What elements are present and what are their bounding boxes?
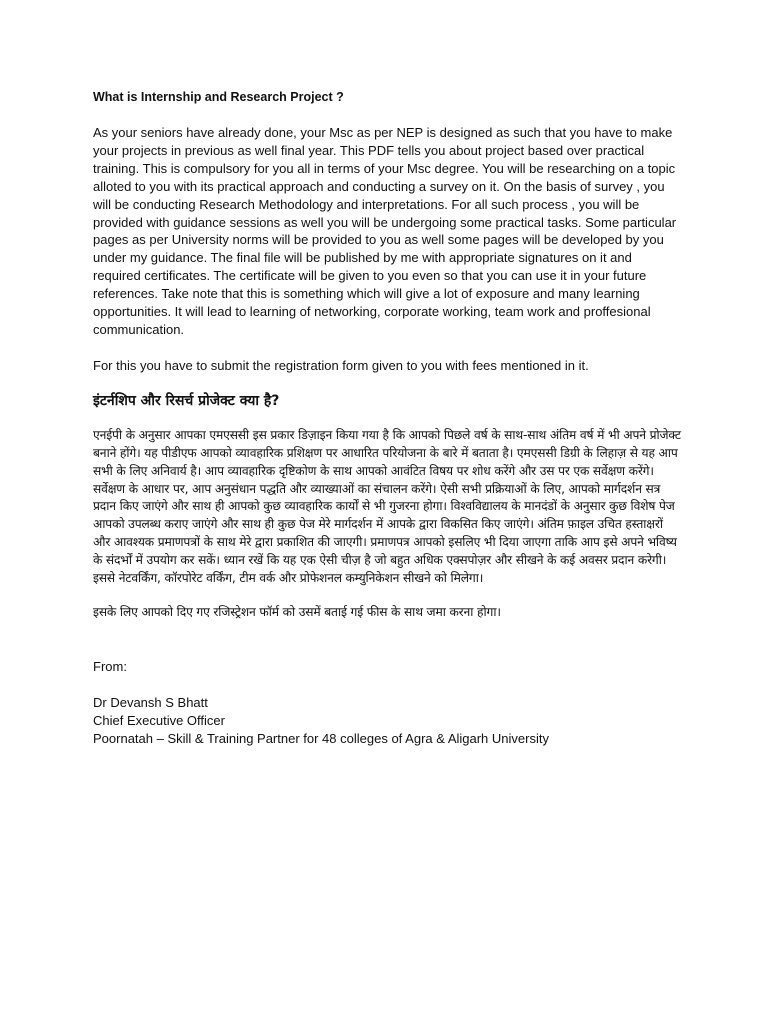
english-heading: What is Internship and Research Project ? <box>93 90 344 104</box>
hindi-heading: इंटर्नशिप और रिसर्च प्रोजेक्ट क्या है? <box>93 392 280 409</box>
from-label: From: <box>93 658 127 674</box>
hindi-paragraph-2: इसके लिए आपको दिए गए रजिस्ट्रेशन फॉर्म को उसमें बताई गई फीस के साथ जमा करना होगा। <box>93 604 501 619</box>
signer-organization: Poornatah – Skill & Training Partner for 48 colleges of Agra & Aligarh University <box>93 730 549 746</box>
english-paragraph-2: For this you have to submit the registration form given to you with fees mentioned in it. <box>93 357 589 373</box>
english-paragraph-1: As your seniors have already done, your Msc as per NEP is designed as such that you have to make your projects in previous as well final year. This PDF tells you about project based over practical training. This is compulsory for you all in terms of your Msc degree. You will be researching on a topic alloted to you with its practical approach and conducting a survey on it. On the basis of survey , you will be conducting Research Methodology and interpretations. For all such process , you will be provided with guidance sessions as well you will be undergoing some practical tasks. Some particular pages as per University norms will be provided to you as well some pages will be developed by you under my guidance. The final file will be published by me with appropriate signatures on it and required certificates. The certificate will be given to you even so that you can use it in your future references. Take note that this is something which will give a lot of exposure and many learning opportunities. It will lead to learning of networking, corporate working, team work and proffesional communication. <box>93 125 677 337</box>
hindi-paragraph-1: एनईपी के अनुसार आपका एमएससी इस प्रकार डिज़ाइन किया गया है कि आपको पिछले वर्ष के साथ-साथ अंतिम वर्ष में भी अपने प्रोजेक्ट बनाने होंगे। यह पीडीएफ आपको व्यावहारिक प्रशिक्षण पर आधारित परियोजना के बारे में बताता है। एमएससी डिग्री के लिहाज़ से यह आप सभी के लिए अनिवार्य है। आप व्यावहारिक दृष्टिकोण के साथ आपको आवंटित विषय पर शोध करेंगे और उस पर एक सर्वेक्षण करेंगे। सर्वेक्षण के आधार पर, आप अनुसंधान पद्धति और व्याख्याओं का संचालन करेंगे। ऐसी सभी प्रक्रियाओं के लिए, आपको मार्गदर्शन सत्र प्रदान किए जाएंगे और साथ ही आपको कुछ व्यावहारिक कार्यों से भी गुजरना होगा। विश्वविद्यालय के मानदंडों के अनुसार कुछ विशेष पेज आपको उपलब्ध कराए जाएंगे और साथ ही कुछ पेज मेरे मार्गदर्शन में आपके द्वारा विकसित किए जाएंगे। अंतिम फ़ाइल उचित हस्ताक्षरों और आवश्यक प्रमाणपत्रों के साथ मेरे द्वारा प्रकाशित की जाएगी। प्रमाणपत्र आपको इसलिए भी दिया जाएगा ताकि आप इसे अपने भविष्य के संदर्भों में उपयोग कर सकें। ध्यान रखें कि यह एक ऐसी चीज़ है जो बहुत अधिक एक्सपोज़र और सीखने के कई अवसर प्रदान करेगी। इससे नेटवर्किंग, कॉरपोरेट वर्किंग, टीम वर्क और प्रोफेशनल कम्युनिकेशन सीखने को मिलेगा। <box>93 427 681 586</box>
signer-name: Dr Devansh S Bhatt <box>93 694 208 710</box>
document-page <box>93 88 681 747</box>
signer-title: Chief Executive Officer <box>93 712 225 728</box>
